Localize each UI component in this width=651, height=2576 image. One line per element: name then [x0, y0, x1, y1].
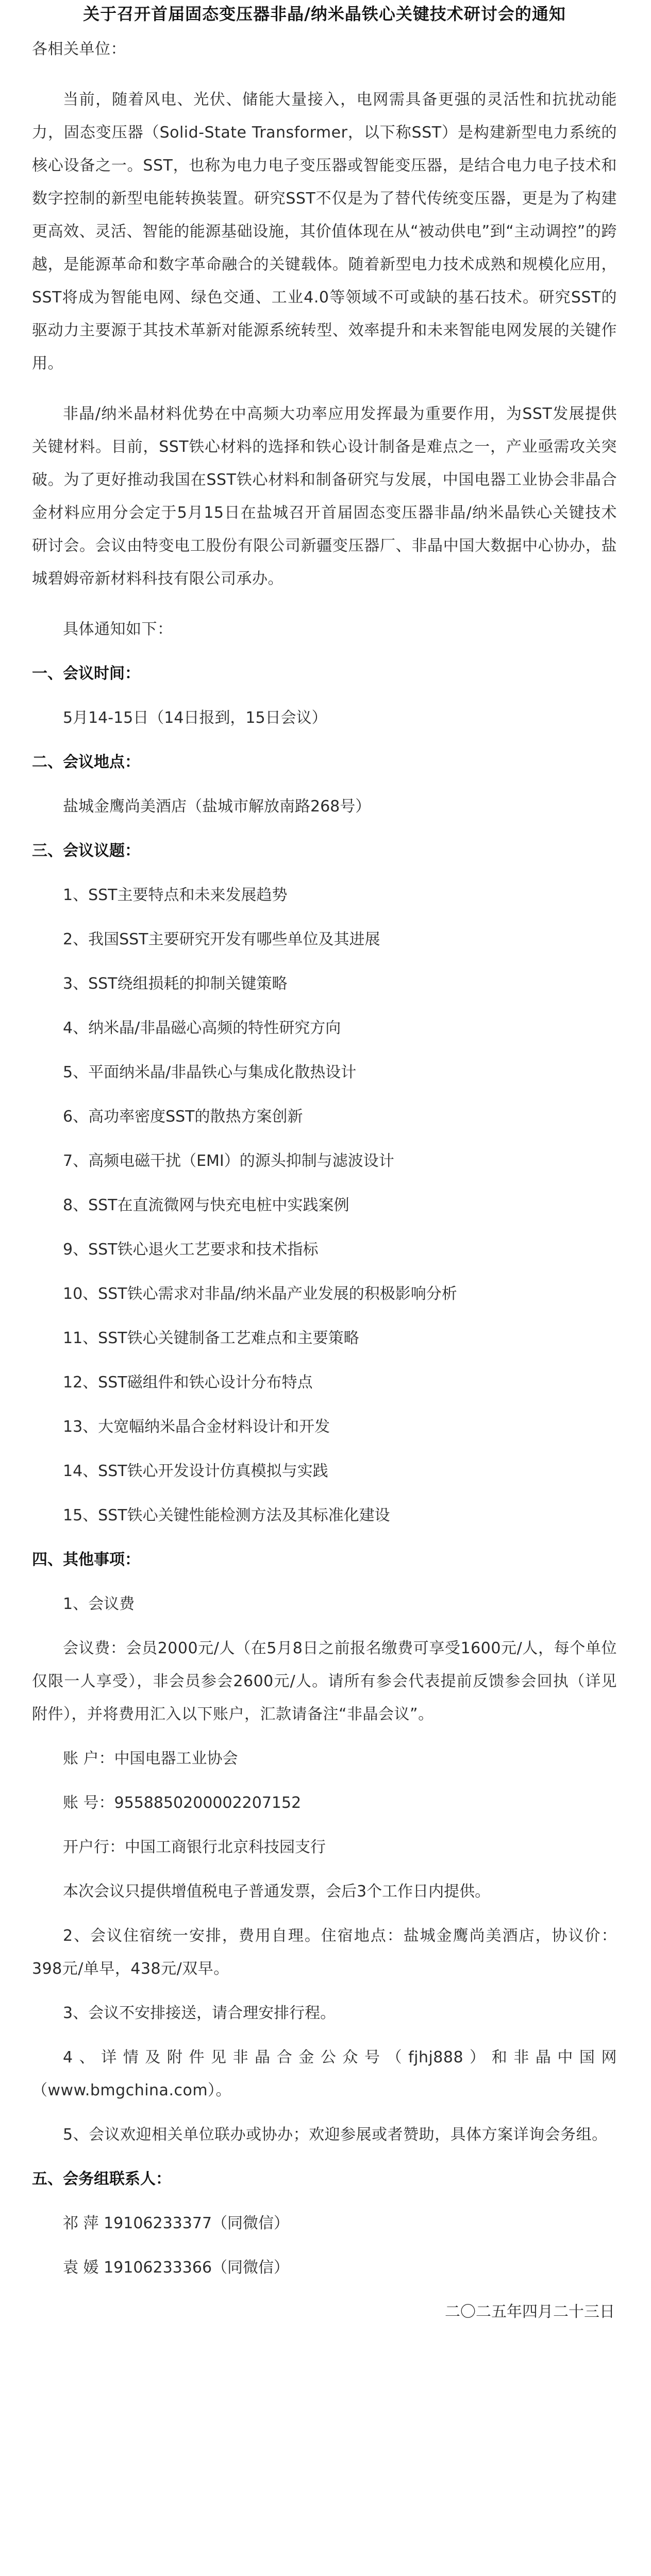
- topic-item: 5、平面纳米晶/非晶铁心与集成化散热设计: [63, 1063, 357, 1081]
- topic-list: [32, 879, 617, 1532]
- spacer: [32, 1045, 617, 1056]
- spacer: [32, 1864, 617, 1875]
- contact-person: 袁 媛 19106233366（同微信）: [63, 2259, 290, 2277]
- section-heading-time: 一、会议时间：: [32, 665, 140, 683]
- spacer: [32, 2240, 617, 2251]
- topic-item: 13、大宽幅纳米晶合金材料设计和开发: [63, 1418, 330, 1436]
- account-name: 账 户：中国电器工业协会: [63, 1750, 238, 1768]
- spacer: [32, 1399, 617, 1411]
- spacer: [32, 1001, 617, 1012]
- lodging-note: 2、会议住宿统一安排，费用自理。住宿地点：盐城金鹰尚美酒店，协议价：398元/单早，438元/双早。: [32, 1927, 617, 1978]
- contact-person: 祁 萍 19106233377（同微信）: [63, 2214, 290, 2232]
- topic-item: 10、SST铁心需求对非晶/纳米晶产业发展的积极影响分析: [63, 1285, 457, 1303]
- section-heading-topics: 三、会议议题：: [32, 842, 140, 860]
- bank-name: 开户行：中国工商银行北京科技园支行: [63, 1838, 326, 1856]
- spacer: [32, 1908, 617, 1920]
- spacer: [32, 1621, 617, 1632]
- spacer: [32, 912, 617, 923]
- invoice-note: 本次会议只提供增值税电子普通发票，会后3个工作日内提供。: [63, 1883, 491, 1901]
- topic-item: 1、SST主要特点和未来发展趋势: [63, 886, 288, 904]
- details-note: 4、详情及附件见非晶合金公众号（fjhj888）和非晶中国网（www.bmgchina.com）。: [32, 2048, 617, 2099]
- welcome-note: 5、会议欢迎相关单位联办或协办；欢迎参展或者赞助，具体方案详询会务组。: [63, 2126, 608, 2144]
- spacer: [32, 1444, 617, 1455]
- spacer: [32, 2284, 617, 2296]
- spacer: [32, 1178, 617, 1189]
- spacer: [32, 2151, 617, 2163]
- intro-paragraph-1: 当前，随着风电、光伏、储能大量接入，电网需具备更强的灵活性和抗扰动能力，固态变压器（Solid-State Transformer，以下称SST）是构建新型电力系统的核心设备之一。SST，也称为电力电子变压器或智能变压器，是结合电力电子技术和数字控制的新型电能转换装置。研究SST不仅是为了替代传统变压器，更是为了构建更高效、灵活、智能的能源基础设施，其价值体现在从“被动供电”到“主动调控”的跨越，是能源革命和数字革命融合的关键载体。随着新型电力技术成熟和规模化应用，SST将成为智能电网、绿色交通、工业4.0等领域不可或缺的基石技术。研究SST的驱动力主要源于其技术革新对能源系统转型、效率提升和未来智能电网发展的关键作用。: [32, 91, 617, 372]
- spacer: [32, 1775, 617, 1787]
- spacer: [32, 1089, 617, 1100]
- spacer: [32, 1577, 617, 1588]
- intro-paragraph-2: 非晶/纳米晶材料优势在中高频大功率应用发挥最为重要作用，为SST发展提供关键材料。目前，SST铁心材料的选择和铁心设计制备是难点之一，产业亟需攻关突破。为了更好推动我国在SST铁心材料和制备研究与发展，中国电器工业协会非晶合金材料应用分会定于5月15日在盐城召开首届固态变压器非晶/纳米晶铁心关键技术研讨会。会议由特变电工股份有限公司新疆变压器厂、非晶中国大数据中心协办，盐城碧姆帝新材料科技有限公司承办。: [32, 405, 617, 588]
- notice-date: 二〇二五年四月二十三日: [445, 2303, 615, 2321]
- meeting-time: 5月14-15日（14日报到，15日会议）: [63, 709, 327, 727]
- spacer: [32, 1266, 617, 1278]
- greeting: 各相关单位：: [32, 40, 126, 58]
- spacer: [32, 646, 617, 657]
- spacer: [32, 596, 617, 613]
- topic-item: 8、SST在直流微网与快充电桩中实践案例: [63, 1196, 349, 1214]
- spacer: [32, 1532, 617, 1544]
- topic-item: 6、高功率密度SST的散热方案创新: [63, 1108, 303, 1126]
- topic-item: 12、SST磁组件和铁心设计分布特点: [63, 1374, 313, 1392]
- spacer: [32, 868, 617, 879]
- spacer: [32, 1311, 617, 1322]
- notice-title: 关于召开首届固态变压器非晶/纳米晶铁心关键技术研讨会的通知: [83, 4, 566, 24]
- spacer: [32, 2030, 617, 2041]
- spacer: [32, 690, 617, 702]
- spacer: [32, 1488, 617, 1499]
- spacer: [32, 735, 617, 746]
- spacer: [32, 2107, 617, 2119]
- transport-note: 3、会议不安排接送，请合理安排行程。: [63, 2004, 336, 2022]
- meeting-place: 盐城金鹰尚美酒店（盐城市解放南路268号）: [63, 798, 371, 816]
- spacer: [32, 2196, 617, 2207]
- spacer: [32, 779, 617, 790]
- topic-item: 3、SST绕组损耗的抑制关键策略: [63, 975, 288, 993]
- account-number: 账 号：9558850200002207152: [63, 1794, 302, 1812]
- topic-item: 2、我国SST主要研究开发有哪些单位及其进展: [63, 930, 380, 948]
- topic-item: 11、SST铁心关键制备工艺难点和主要策略: [63, 1329, 359, 1347]
- notice-lead: 具体通知如下：: [63, 620, 173, 638]
- section-heading-place: 二、会议地点：: [32, 753, 140, 771]
- spacer: [32, 1986, 617, 1997]
- section-heading-contacts: 五、会务组联系人：: [32, 2170, 171, 2188]
- topic-item: 4、纳米晶/非晶磁心高频的特性研究方向: [63, 1019, 341, 1037]
- spacer: [32, 66, 617, 83]
- topic-item: 15、SST铁心关键性能检测方法及其标准化建设: [63, 1506, 390, 1524]
- spacer: [32, 1355, 617, 1366]
- section-heading-other: 四、其他事项：: [32, 1551, 140, 1569]
- topic-item: 7、高频电磁干扰（EMI）的源头抑制与滤波设计: [63, 1152, 394, 1170]
- fee-title: 1、会议费: [63, 1595, 135, 1613]
- topic-item: 9、SST铁心退火工艺要求和技术指标: [63, 1241, 319, 1259]
- topic-item: 14、SST铁心开发设计仿真模拟与实践: [63, 1462, 328, 1480]
- spacer: [32, 1731, 617, 1742]
- spacer: [32, 1222, 617, 1233]
- spacer: [32, 380, 617, 398]
- spacer: [32, 823, 617, 835]
- spacer: [32, 1820, 617, 1831]
- fee-text: 会议费：会员2000元/人（在5月8日之前报名缴费可享受1600元/人，每个单位仅限一人享受），非会员参会2600元/人。请所有参会代表提前反馈参会回执（详见附件），并将费用汇入以下账户，汇款请备注“非晶会议”。: [32, 1639, 617, 1723]
- spacer: [32, 956, 617, 968]
- spacer: [32, 1133, 617, 1145]
